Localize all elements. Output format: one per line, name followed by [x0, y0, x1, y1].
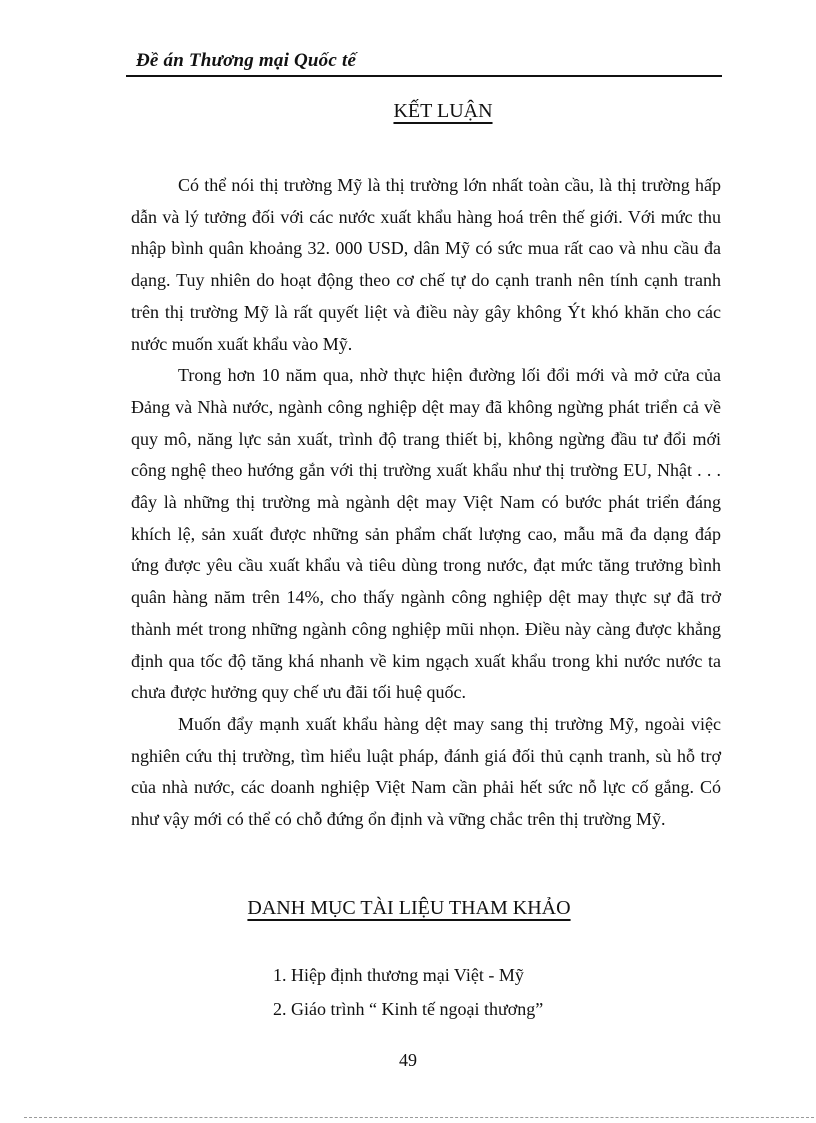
conclusion-paragraph-2: Trong hơn 10 năm qua, nhờ thực hiện đường lối đổi mới và mở cửa của Đảng và Nhà nước, ngành công nghiệp dệt may đã không ngừng phát triển cả về quy mô, năng lực sản xuất, trình độ trang thiết bị, không ngừng đầu tư đổi mới công nghệ theo hướng gắn với thị trường xuất khẩu như thị trường EU, Nhật . . . đây là những thị trường mà ngành dệt may Việt Nam có bước phát triển đáng khích lệ, sản xuất được những sản phẩm chất lượng cao, mẫu mã đa dạng đáp ứng được yêu cầu xuất khẩu và tiêu dùng trong nước, đạt mức tăng trưởng bình quân hàng năm trên 14%, cho thấy ngành công nghiệp dệt may thực sự đã trở thành mét trong những ngành công nghiệp mũi nhọn. Điều này càng được khẳng định qua tốc độ tăng khá nhanh về kim ngạch xuất khẩu trong khi nước nước ta chưa được hưởng quy chế ưu đãi tối huệ quốc. [131, 365, 721, 703]
references-heading [0, 897, 816, 920]
reference-item: 2. Giáo trình “ Kinh tế ngoại thương” [273, 999, 544, 1019]
running-header-title: Đề án Thương mại Quốc tế [136, 50, 357, 71]
reference-item: 1. Hiệp định thương mại Việt - Mỹ [273, 965, 524, 985]
header-rule [126, 75, 722, 77]
footer-dashed-rule [24, 1117, 814, 1118]
references-list [273, 958, 543, 1026]
page-number: 49 [399, 1050, 417, 1070]
references-heading-text: DANH MỤC TÀI LIỆU THAM KHẢO [247, 897, 571, 919]
conclusion-heading [0, 100, 816, 123]
conclusion-paragraph-1: Có thể nói thị trường Mỹ là thị trường lớn nhất toàn cầu, là thị trường hấp dẫn và lý tưởng đối với các nước xuất khẩu hàng hoá trên thế giới. Với mức thu nhập bình quân khoảng 32. 000 USD, dân Mỹ có sức mua rất cao và nhu cầu đa dạng. Tuy nhiên do hoạt động theo cơ chế tự do cạnh tranh nên tính cạnh tranh trên thị trường Mỹ là rất quyết liệt và điều này gây không Ýt khó khăn cho các nước muốn xuất khẩu vào Mỹ. [131, 175, 721, 354]
conclusion-body [131, 170, 721, 836]
conclusion-heading-text: KẾT LUẬN [393, 100, 493, 122]
conclusion-paragraph-3: Muốn đẩy mạnh xuất khẩu hàng dệt may sang thị trường Mỹ, ngoài việc nghiên cứu thị trường, tìm hiểu luật pháp, đánh giá đối thủ cạnh tranh, sù hỗ trợ của nhà nước, các doanh nghiệp Việt Nam cần phải hết sức nỗ lực cố gắng. Có như vậy mới có thể có chỗ đứng ổn định và vững chắc trên thị trường Mỹ. [131, 713, 721, 830]
